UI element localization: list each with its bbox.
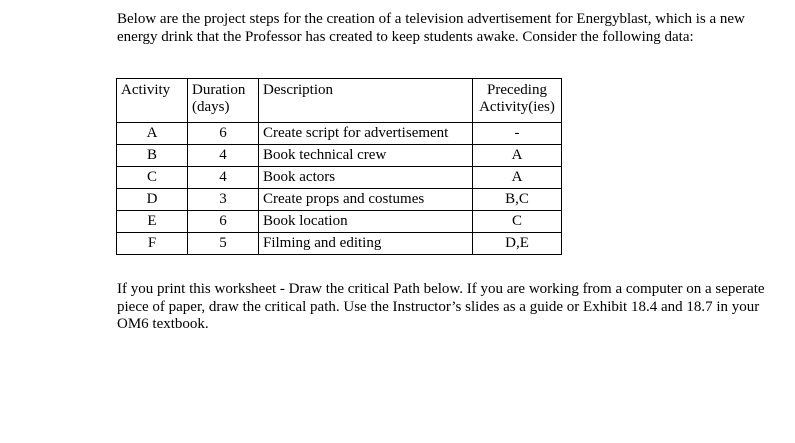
header-activity <box>117 79 188 123</box>
header-duration-unit: (days) <box>192 99 230 115</box>
cell-preceding: C <box>473 211 562 233</box>
cell-duration: 4 <box>188 167 259 189</box>
table-row <box>117 189 562 211</box>
intro-paragraph: Below are the project steps for the creation of a television advertisement for Energyblast, which is a new energy drink that the Professor has created to keep students awake. Consider the following data: <box>117 11 745 45</box>
cell-preceding: - <box>473 123 562 145</box>
activity-table <box>116 78 562 255</box>
cell-activity: E <box>117 211 188 233</box>
cell-preceding: B,C <box>473 189 562 211</box>
table-row <box>117 123 562 145</box>
table-row <box>117 233 562 255</box>
cell-description: Book technical crew <box>259 145 473 167</box>
table-header-row <box>117 79 562 123</box>
cell-preceding: A <box>473 167 562 189</box>
cell-duration: 6 <box>188 123 259 145</box>
instructions-paragraph: If you print this worksheet - Draw the critical Path below. If you are working from a computer on a seperate piece of paper, draw the critical path. Use the Instructor’s slides as a guide or Exhibit 18.4 and 18.7 in your OM6 textbook. <box>117 281 765 332</box>
table-row <box>117 211 562 233</box>
header-description <box>259 79 473 123</box>
cell-description: Filming and editing <box>259 233 473 255</box>
cell-activity: C <box>117 167 188 189</box>
cell-description: Create props and costumes <box>259 189 473 211</box>
cell-description: Create script for advertisement <box>259 123 473 145</box>
cell-duration: 5 <box>188 233 259 255</box>
header-description-label: Description <box>263 82 333 98</box>
table-row <box>117 167 562 189</box>
header-duration <box>188 79 259 123</box>
cell-duration: 3 <box>188 189 259 211</box>
cell-description: Book actors <box>259 167 473 189</box>
cell-duration: 6 <box>188 211 259 233</box>
header-preceding-label: Preceding <box>487 82 547 98</box>
cell-activity: A <box>117 123 188 145</box>
table-row <box>117 145 562 167</box>
cell-preceding: A <box>473 145 562 167</box>
header-activity-label: Activity <box>121 82 171 98</box>
cell-preceding: D,E <box>473 233 562 255</box>
header-preceding <box>473 79 562 123</box>
header-duration-label: Duration <box>192 82 246 98</box>
cell-activity: D <box>117 189 188 211</box>
cell-activity: F <box>117 233 188 255</box>
header-preceding-sub: Activity(ies) <box>479 99 555 115</box>
cell-duration: 4 <box>188 145 259 167</box>
cell-activity: B <box>117 145 188 167</box>
cell-description: Book location <box>259 211 473 233</box>
